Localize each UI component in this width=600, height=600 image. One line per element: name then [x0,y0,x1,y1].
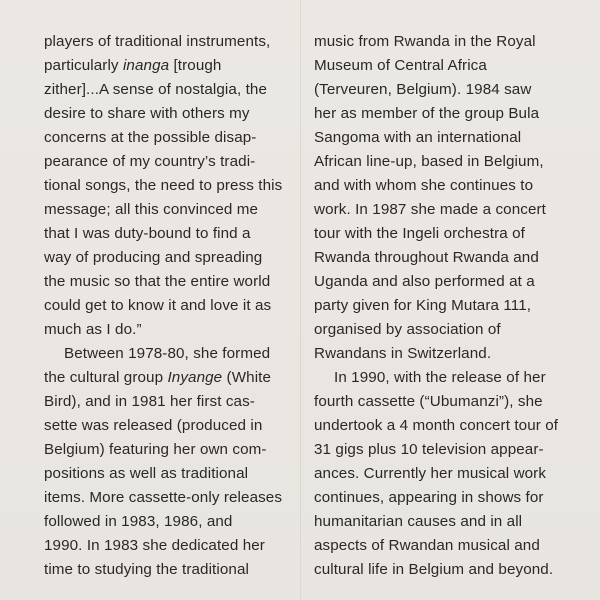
text-run: continues, appearing in shows for [314,489,544,506]
right-text-line [314,342,584,366]
right-text-line [314,30,584,54]
text-run: (Terveuren, Belgium). 1984 saw [314,81,532,98]
text-run: Belgium) featuring her own com- [44,441,267,458]
left-text-line [44,222,294,246]
left-text-line [44,414,294,438]
text-run: party given for King Mutara 111, [314,297,532,314]
text-run: Museum of Central Africa [314,57,487,74]
right-text-line [314,486,584,510]
right-text-line [314,294,584,318]
left-text-line [44,54,294,78]
right-text-line [314,270,584,294]
text-run: 1990. In 1983 she dedicated her [44,537,265,554]
text-run: 31 gigs plus 10 television appear- [314,441,544,458]
text-run: items. More cassette-only releases [44,489,283,506]
right-text-column [314,30,584,582]
text-run: humanitarian causes and in all [314,513,523,530]
text-run: message; all this convinced me [44,201,259,218]
right-text-line [314,102,584,126]
column-gutter [300,0,301,600]
text-run: undertook a 4 month concert tour of [314,417,559,434]
left-text-line [44,390,294,414]
text-run: way of producing and spreading [44,249,263,266]
right-text-line [314,390,584,414]
left-text-line [44,78,294,102]
right-text-line [314,222,584,246]
right-text-line [314,438,584,462]
right-text-line [314,510,584,534]
text-run: followed in 1983, 1986, and [44,513,233,530]
text-run: concerns at the possible disap- [44,129,257,146]
right-text-line [314,318,584,342]
text-run: Rwanda throughout Rwanda and [314,249,539,266]
right-text-line [314,462,584,486]
text-run: much as I do.” [44,321,142,338]
text-run: organised by association of [314,321,501,338]
text-run: her as member of the group Bula [314,105,540,122]
text-run: Sangoma with an international [314,129,522,146]
left-text-line [44,318,294,342]
text-run: positions as well as traditional [44,465,249,482]
text-run: and with whom she continues to [314,177,534,194]
text-run: the music so that the entire world [44,273,271,290]
left-text-line [44,174,294,198]
right-text-line [314,150,584,174]
text-run: ances. Currently her musical work [314,465,547,482]
italic-term: inanga [122,57,170,74]
right-text-line [314,246,584,270]
text-run: particularly [44,57,123,74]
text-run: In 1990, with the release of her [334,369,546,386]
text-run: music from Rwanda in the Royal [314,33,536,50]
left-text-line [44,486,294,510]
text-run: tional songs, the need to press this [44,177,283,194]
left-text-line [44,270,294,294]
left-text-line [44,126,294,150]
left-text-line [44,198,294,222]
text-run: work. In 1987 she made a concert [314,201,546,218]
italic-term: Inyange [167,369,223,386]
text-run: the cultural group [44,369,168,386]
text-run: tour with the Ingeli orchestra of [314,225,525,242]
text-run: Bird), and in 1981 her first cas- [44,393,255,410]
left-text-line [44,462,294,486]
left-text-line [44,246,294,270]
text-run: aspects of Rwandan musical and [314,537,540,554]
right-text-line [314,126,584,150]
text-run: pearance of my country’s tradi- [44,153,256,170]
right-text-line [314,558,584,582]
right-text-line [314,414,584,438]
text-run: African line-up, based in Belgium, [314,153,544,170]
left-text-column [44,30,294,582]
right-text-line [314,78,584,102]
text-run: Between 1978-80, she formed [64,345,271,362]
text-run: players of traditional instruments, [44,33,271,50]
text-run: sette was released (produced in [44,417,263,434]
right-text-line [314,174,584,198]
text-run: desire to share with others my [44,105,250,122]
text-run: (White [222,369,272,386]
left-text-line [44,438,294,462]
left-text-line [44,30,294,54]
text-run: could get to know it and love it as [44,297,272,314]
text-run: fourth cassette (“Ubumanzi”), she [314,393,543,410]
text-run: Uganda and also performed at a [314,273,535,290]
right-text-line [314,198,584,222]
left-text-line [44,510,294,534]
left-text-line [44,150,294,174]
text-run: time to studying the traditional [44,561,249,578]
text-run: that I was duty-bound to find a [44,225,251,242]
left-text-line [44,366,294,390]
left-text-line [44,534,294,558]
left-text-line [44,342,294,366]
text-run: zither]...A sense of nostalgia, the [44,81,268,98]
right-text-line [314,54,584,78]
text-run: cultural life in Belgium and beyond. [314,561,554,578]
text-run: [trough [169,57,222,74]
right-text-line [314,366,584,390]
text-run: Rwandans in Switzerland. [314,345,492,362]
left-text-line [44,558,294,582]
left-text-line [44,294,294,318]
left-text-line [44,102,294,126]
right-text-line [314,534,584,558]
